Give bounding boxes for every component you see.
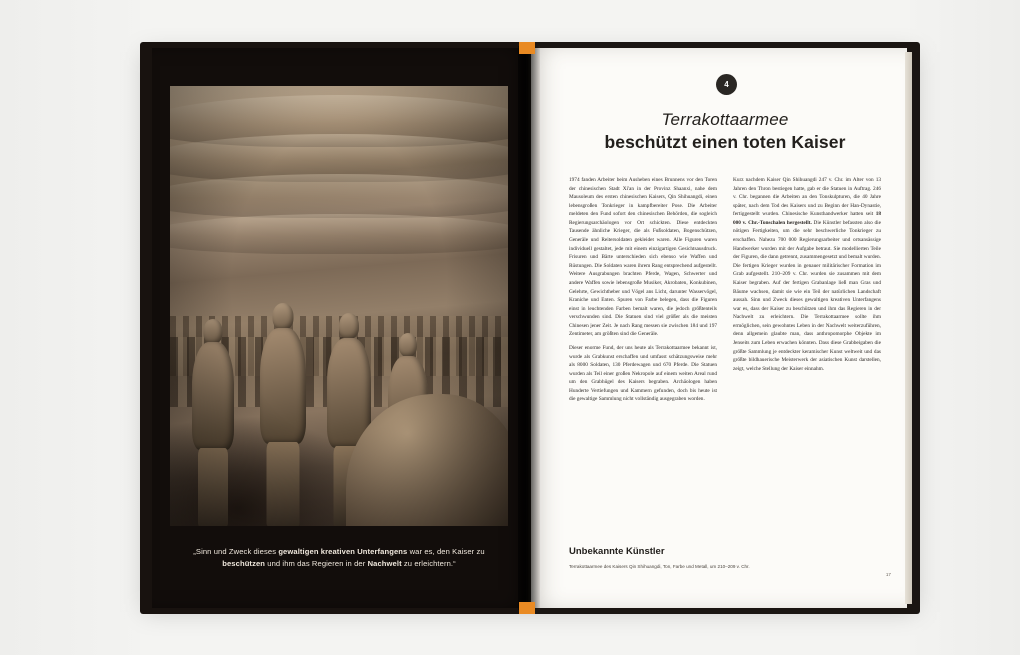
spine-accent-bottom	[519, 602, 535, 614]
quote-part-3: und ihm das Regieren in der	[265, 558, 368, 568]
paragraph: Dieser enorme Fund, der uns heute als Terrakottaarmee bekannt ist, wurde als Grabkunst erschaffen und umfasst schätzungsweise mehr als 8000 Soldaten, 130 Pferdewagen und 670 Pferde. Die Statuen wurden als Teil einer großen Nekropole auf einem weiten Areal rund um den Grabhügel des Kaisers begraben. Archäologen haben Hunderte Vertiefungen und Kammern gefunden, doch bis heute ist die gewaltige Sammlung nicht vollständig ausgegraben worden.	[569, 344, 717, 403]
artist-heading: Unbekannte Künstler	[569, 546, 665, 557]
pull-quote	[182, 546, 496, 570]
paragraph-bold-segment: 18 000 v. Chr.-Tonschalen hergestellt.	[733, 211, 881, 226]
quote-part-4: zu erleichtern.“	[401, 558, 456, 568]
open-book	[140, 42, 920, 614]
quote-bold-3: Nachwelt	[367, 558, 402, 568]
page-title	[575, 110, 875, 153]
artwork-caption: Terrakottaarmee des Kaisers Qin Shihuangdi, Ton, Farbe und Metall, um 210–209 v. Chr.	[569, 564, 750, 569]
quote-part-2: war es, den Kaiser zu	[407, 547, 485, 556]
photo-vignette	[170, 86, 508, 526]
quote-bold-1: gewaltigen kreativen Unterfangens	[278, 547, 408, 556]
terracotta-army-photo	[170, 86, 508, 526]
paragraph: 1974 fanden Arbeiter beim Ausheben eines Brunnens vor den Toren der chinesischen Stadt Xi'an in der Provinz Shaanxi, nahe dem Mausoleum des ersten chinesischen Kaisers, Qin Shihuangdi, einen lebensgroßen Tonkrieger in kampfbereiter Pose. Die Arbeiter meldeten den Fund sofort den chinesischen Behörden, die sogleich Regierungsarchäologen vor Ort schickten. Diese entdeckten Tausende ähnliche Krieger, die als Fußsoldaten, Bogenschützen, Generäle und Reitersoldaten gekleidet waren. Alle Figuren waren individuell gestaltet, jede mit einem einzigartigen Gesichtsausdruck. Frisuren und Bärte unterschieden sich ebenso wie Waffen und Rüstungen. Die Soldaten waren ihrem Rang entsprechend aufgestellt. Weitere Ausgrabungen brachten Pferde, Wagen, Schwerter und andere Waffen sowie lebensgroße Musiker, Akrobaten, Konkubinen, Gelehrte, Gewichtheber und Vögel ans Licht, darunter Wasservögel, Kraniche und Enten. Spuren von Farbe belegen, dass die Figuren einst in leuchtenden Farben bemalt waren, die jedoch größtenteils verschwunden sind. Die Statuen sind viel größer als die meisten Chinesen jener Zeit. Je nach Rang messen sie zwischen 184 und 197 Zentimeter, am größten sind die Generäle.	[569, 177, 717, 338]
paragraph	[733, 176, 881, 373]
background-right-gradient	[910, 0, 1020, 655]
paragraph-lead: Kurz nachdem Kaiser Qin Shihuangdi 247 v. Chr. im Alter von 13 Jahren den Thron bestiegen hatte, gab er die Statuen in Auftrag. 246 v. Chr. begannen die Arbeiten an den Tonskulpturen, die 40 Jahre später, nach dem Tod des Kaisers und zu Beginn der Han-Dynastie, fertiggestellt wurden. Chinesische Kunsthandwerker hatten seit	[733, 177, 881, 218]
title-line-2: beschützt einen toten Kaiser	[604, 132, 846, 152]
text-column-1	[569, 176, 717, 409]
body-text-columns	[569, 176, 881, 409]
page-block-edge	[905, 52, 912, 604]
spine-accent-top	[519, 42, 535, 54]
background-left-gradient	[0, 0, 140, 655]
page-number: 17	[885, 572, 891, 577]
quote-bold-2: beschützen	[222, 558, 266, 568]
text-column-2	[733, 176, 881, 409]
right-page	[531, 48, 907, 608]
photo-scene	[170, 86, 508, 526]
title-line-1: Terrakottaarmee	[661, 110, 789, 129]
left-page	[152, 48, 526, 608]
chapter-number-badge: 4	[716, 74, 737, 95]
quote-part-1: „Sinn und Zweck dieses	[193, 547, 279, 556]
paragraph-rest: Die Künstler befassten also die nötigen Fertigkeiten, um die sehr beschwerliche Tonkrieger zu erschaffen. Nahezu 700 000 Regierungsarbeiter und ortsansässige Handwerker wurden mit der Aufgabe betraut. Sie modellierten Teile der Figuren, die dann getrennt, zusammengesetzt und bemalt wurden. Die fertigen Krieger wurden in genauer militärischer Formation im Grab aufgestellt. 210–209 v. Chr. wurden sie zusammen mit dem Kaiser begraben. Auf der fertigen Grabanlage ließ man Gras und Bäume wachsen, damit sie wie ein Teil der natürlichen Landschaft aussah. Sinn und Zweck dieses gewaltigen kreativen Unterfangens war es, dass der Kaiser zu beschützen und ihm das Regieren in der Nachwelt zu erleichtern. Die Terrakottaarmee sollte ihm ermöglichen, sein gewohntes Leben in der Nachwelt weiterzuführen, denn allgemein glaubte man, dass anthropomorphe Objekte im Jenseits zum Leben erwachen könnten. Dass diese Grabbeigaben die größte Sammlung je entdeckter keramischer Kunst weltweit und das größte bildhauerische Meisterwerk der asiatischen Kunst darstellen, zeigt, welche Stellung der Kaiser einnahm.	[733, 219, 882, 372]
